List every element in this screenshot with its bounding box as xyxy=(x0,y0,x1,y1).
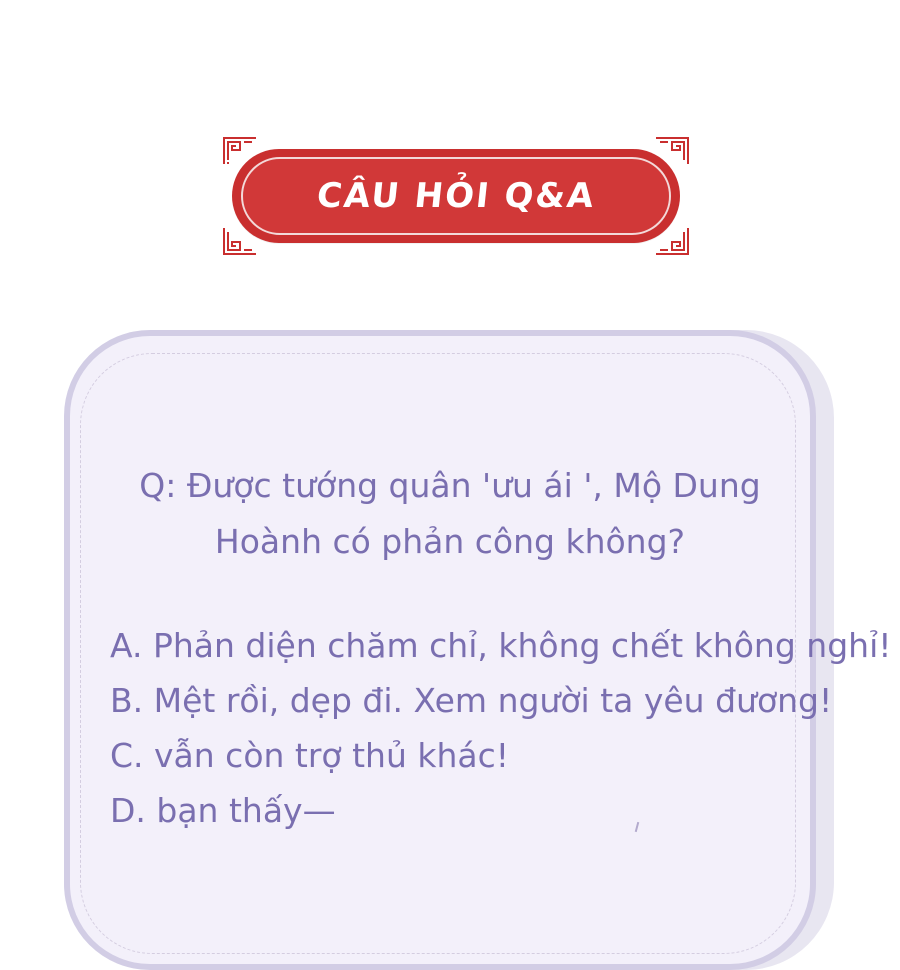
answer-option-d: D. bạn thấy— xyxy=(110,791,336,830)
answer-option-b: B. Mệt rồi, dẹp đi. Xem người ta yêu đương! xyxy=(110,681,833,720)
answer-option-a: A. Phản diện chăm chỉ, không chết không nghỉ! xyxy=(110,626,892,665)
answer-option-c: C. vẫn còn trợ thủ khác! xyxy=(110,736,509,775)
question-text: Q: Được tướng quân 'ưu ái ', Mộ Dung Hoành có phản công không? xyxy=(139,466,761,561)
answer-list xyxy=(110,618,892,838)
banner-title: CÂU HỎI Q&A xyxy=(314,176,598,216)
